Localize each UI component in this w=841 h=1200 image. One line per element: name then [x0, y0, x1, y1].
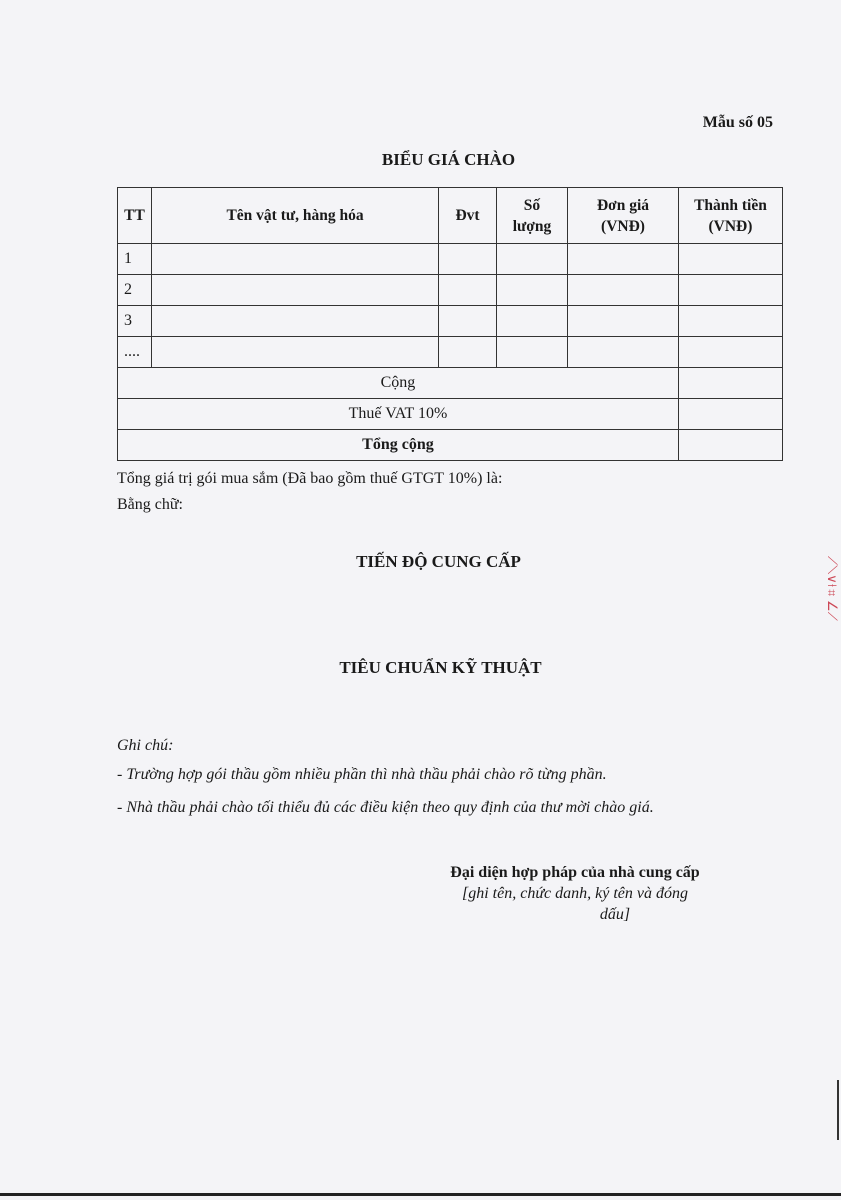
signature-block [420, 862, 730, 925]
row-number: 3 [118, 306, 152, 337]
total-value-line: Tổng giá trị gói mua sắm (Đã bao gồm thuế GTGT 10%) là: [117, 470, 503, 487]
item-name-cell [151, 244, 438, 275]
table-row [118, 244, 783, 275]
table-row [118, 337, 783, 368]
unit-cell [439, 306, 497, 337]
quantity-cell [496, 337, 567, 368]
table-header-row [118, 188, 783, 244]
col-header-unit: Đvt [439, 188, 497, 244]
grand-total-label: Tổng cộng [118, 430, 679, 461]
grand-total-row [118, 430, 783, 461]
page-edge-line [837, 1080, 839, 1140]
item-name-cell [151, 275, 438, 306]
amount-cell [678, 244, 782, 275]
table-row [118, 275, 783, 306]
row-number: 2 [118, 275, 152, 306]
table-row [118, 306, 783, 337]
col-header-name: Tên vật tư, hàng hóa [151, 188, 438, 244]
form-number: Mẫu số 05 [702, 114, 773, 131]
row-number: .... [118, 337, 152, 368]
item-name-cell [151, 337, 438, 368]
signature-instruction: [ghi tên, chức danh, ký tên và đóng [462, 885, 688, 902]
item-name-cell [151, 306, 438, 337]
grand-total-value-cell [678, 430, 782, 461]
vat-value-cell [678, 399, 782, 430]
note-item: - Trường hợp gói thầu gồm nhiều phần thì nhà thầu phải chào rõ từng phần. [117, 766, 607, 783]
in-words-line: Bằng chữ: [117, 496, 183, 513]
unit-price-cell [568, 244, 679, 275]
row-number: 1 [118, 244, 152, 275]
note-item: - Nhà thầu phải chào tối thiểu đủ các điều kiện theo quy định của thư mời chào giá. [117, 799, 654, 816]
red-stamp-edge-mark: ⟋⟍∨⟊⌗∠⟋ [824, 556, 839, 621]
subtotal-label: Cộng [118, 368, 679, 399]
col-header-amount: Thành tiền (VNĐ) [678, 188, 782, 244]
amount-cell [678, 306, 782, 337]
unit-price-cell [568, 275, 679, 306]
vat-label: Thuế VAT 10% [118, 399, 679, 430]
amount-cell [678, 337, 782, 368]
signature-instruction-continued: dấu] [599, 906, 631, 923]
quantity-cell [496, 244, 567, 275]
amount-cell [678, 275, 782, 306]
quantity-cell [496, 306, 567, 337]
unit-cell [439, 244, 497, 275]
bottom-rule [0, 1193, 841, 1196]
col-header-unit-price: Đơn giá (VNĐ) [568, 188, 679, 244]
quote-title: BIỂU GIÁ CHÀO [381, 150, 516, 169]
unit-price-cell [568, 337, 679, 368]
notes-heading: Ghi chú: [117, 737, 174, 754]
subtotal-value-cell [678, 368, 782, 399]
schedule-title: TIẾN ĐỘ CUNG CẤP [356, 552, 521, 571]
signature-title: Đại diện hợp pháp của nhà cung cấp [450, 864, 700, 881]
technical-standards-title: TIÊU CHUẨN KỸ THUẬT [339, 658, 542, 677]
price-quote-table [117, 187, 783, 461]
vat-row [118, 399, 783, 430]
unit-cell [439, 275, 497, 306]
unit-cell [439, 337, 497, 368]
quantity-cell [496, 275, 567, 306]
col-header-quantity: Số lượng [496, 188, 567, 244]
unit-price-cell [568, 306, 679, 337]
col-header-tt: TT [118, 188, 152, 244]
subtotal-row [118, 368, 783, 399]
